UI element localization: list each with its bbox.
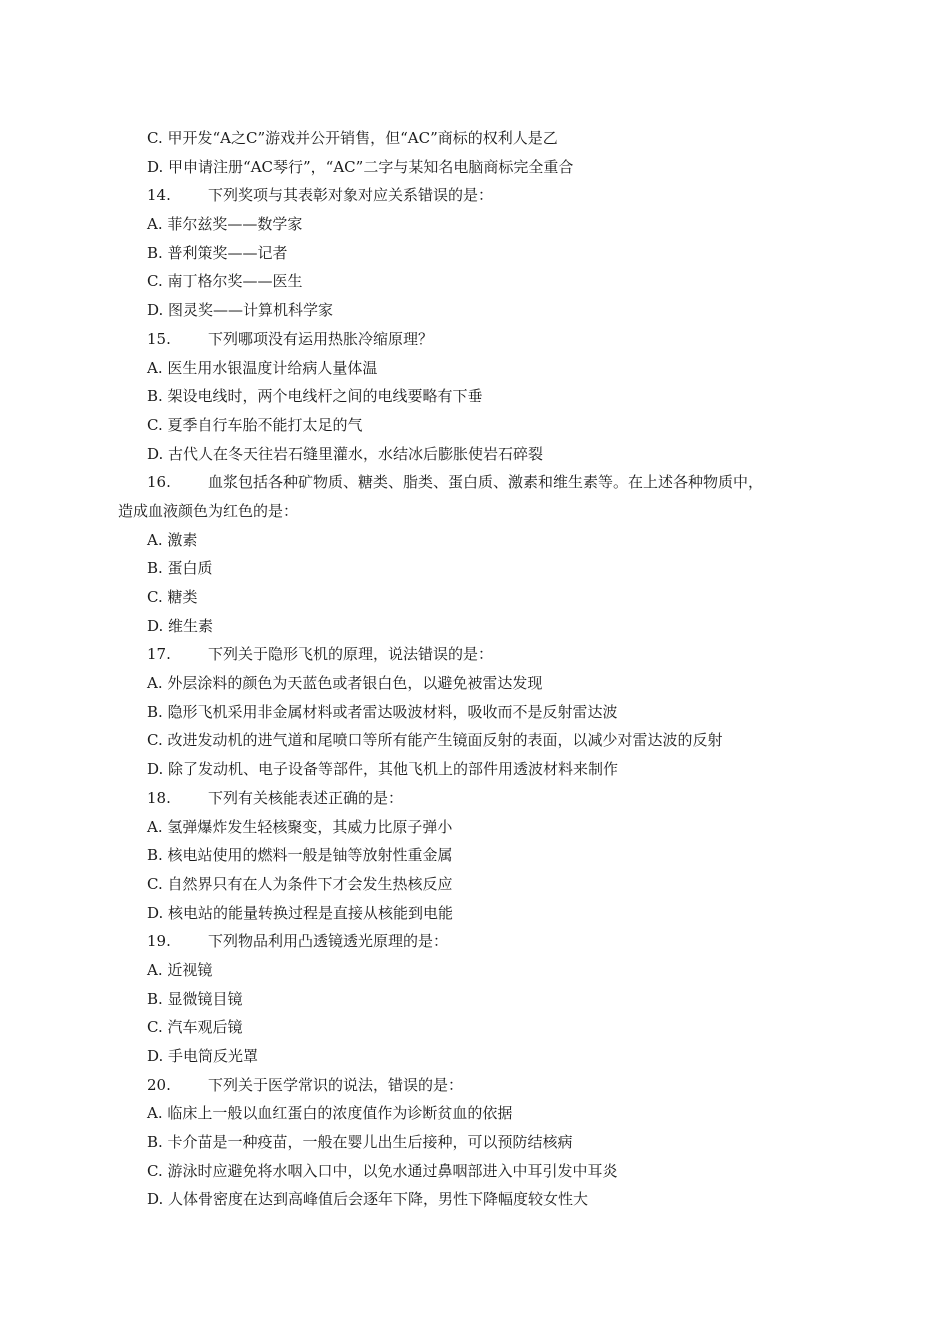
question-17-stem xyxy=(0,640,950,669)
option-line: A. 激素 xyxy=(147,530,198,549)
option-line: D. 除了发动机、电子设备等部件，其他飞机上的部件用透波材料来制作 xyxy=(147,760,619,779)
option-line: A. 外层涂料的颜色为天蓝色或者银白色，以避免被雷达发现 xyxy=(147,674,543,693)
option-line: B. 架设电线时，两个电线杆之间的电线要略有下垂 xyxy=(147,387,483,406)
option-line: A. 氢弹爆炸发生轻核聚变，其威力比原子弹小 xyxy=(147,817,453,836)
question-number: 15. xyxy=(147,329,171,348)
option-line: C. 南丁格尔奖——医生 xyxy=(147,272,303,291)
question-text: 血浆包括各种矿物质、糖类、脂类、蛋白质、激素和维生素等。在上述各种物质中， xyxy=(208,473,764,492)
option-line: C. 夏季自行车胎不能打太足的气 xyxy=(147,415,363,434)
question-number: 17. xyxy=(147,645,171,664)
option-line: B. 核电站使用的燃料一般是铀等放射性重金属 xyxy=(147,846,453,865)
option-line: C. 甲开发“A之C”游戏并公开销售，但“AC”商标的权利人是乙 xyxy=(147,129,558,147)
question-number: 20. xyxy=(147,1075,171,1094)
option-line: C. 糖类 xyxy=(147,588,198,606)
option-line: C. 汽车观后镜 xyxy=(147,1018,243,1037)
option-line: C. 改进发动机的进气道和尾喷口等所有能产生镜面反射的表面，以减少对雷达波的反射 xyxy=(147,731,723,750)
question-20-stem xyxy=(0,1071,950,1100)
question-18-stem xyxy=(0,784,950,813)
option-line: B. 卡介苗是一种疫苗，一般在婴儿出生后接种，可以预防结核病 xyxy=(147,1133,573,1152)
question-number: 16. xyxy=(147,473,171,492)
question-text: 下列关于医学常识的说法，错误的是： xyxy=(208,1075,464,1094)
option-line: B. 隐形飞机采用非金属材料或者雷达吸波材料，吸收而不是反射雷达波 xyxy=(147,702,618,721)
question-19-stem xyxy=(0,927,950,956)
option-line: B. 普利策奖——记者 xyxy=(147,243,288,262)
option-line: B. 蛋白质 xyxy=(147,559,213,578)
option-line: A. 临床上一般以血红蛋白的浓度值作为诊断贫血的依据 xyxy=(147,1104,513,1123)
option-line: A. 医生用水银温度计给病人量体温 xyxy=(147,358,378,377)
question-number: 18. xyxy=(147,788,171,807)
question-text: 下列关于隐形飞机的原理，说法错误的是： xyxy=(208,645,494,664)
option-line: D. 核电站的能量转换过程是直接从核能到电能 xyxy=(147,903,454,922)
option-line: C. 游泳时应避免将水咽入口中，以免水通过鼻咽部进入中耳引发中耳炎 xyxy=(147,1161,618,1180)
option-line: D. 甲申请注册“AC琴行”，“AC”二字与某知名电脑商标完全重合 xyxy=(147,157,574,176)
document-page xyxy=(0,124,950,1214)
question-text: 下列有关核能表述正确的是： xyxy=(208,788,404,807)
question-number: 19. xyxy=(147,932,171,951)
option-line: A. 菲尔兹奖——数学家 xyxy=(147,215,303,234)
question-14-stem xyxy=(0,181,950,210)
option-line: D. 图灵奖——计算机科学家 xyxy=(147,301,334,320)
question-16-stem-continuation: 造成血液颜色为红色的是： xyxy=(118,501,299,520)
option-line: C. 自然界只有在人为条件下才会发生热核反应 xyxy=(147,874,453,893)
option-line: D. 古代人在冬天往岩石缝里灌水，水结冰后膨胀使岩石碎裂 xyxy=(147,444,544,463)
option-line: A. 近视镜 xyxy=(147,960,213,979)
option-line: B. 显微镜目镜 xyxy=(147,989,243,1008)
question-text: 下列奖项与其表彰对象对应关系错误的是： xyxy=(208,186,494,205)
question-15-stem xyxy=(0,325,950,354)
option-line: D. 手电筒反光罩 xyxy=(147,1047,259,1065)
question-number: 14. xyxy=(147,186,171,205)
option-line: D. 人体骨密度在达到高峰值后会逐年下降，男性下降幅度较女性大 xyxy=(147,1190,589,1209)
option-line: D. 维生素 xyxy=(147,616,214,635)
question-16-stem xyxy=(0,468,950,497)
question-text: 下列哪项没有运用热胀冷缩原理？ xyxy=(208,329,434,348)
question-text: 下列物品利用凸透镜透光原理的是： xyxy=(208,932,449,951)
